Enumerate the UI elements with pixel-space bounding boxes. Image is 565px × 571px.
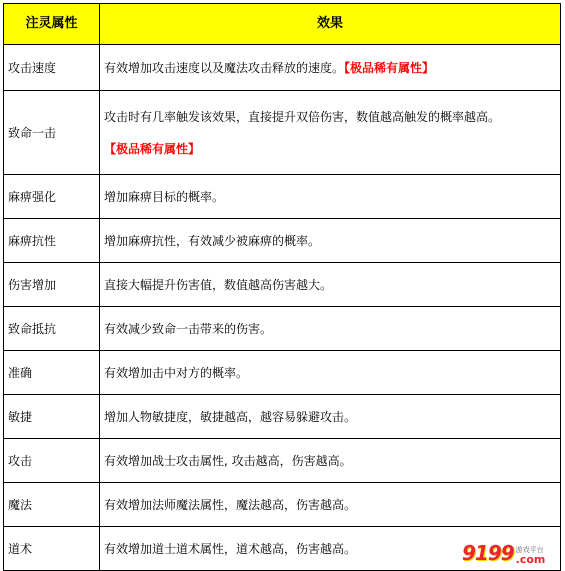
table-row (4, 307, 561, 351)
header-effect: 效果 (100, 4, 561, 45)
header-attribute: 注灵属性 (4, 4, 100, 45)
attribute-name: 麻痹强化 (4, 175, 100, 219)
table-row (4, 351, 561, 395)
attribute-name: 麻痹抗性 (4, 219, 100, 263)
attribute-effect: 有效减少致命一击带来的伤害。 (100, 307, 561, 351)
attribute-effect: 增加人物敏捷度，敏捷越高，越容易躲避攻击。 (100, 395, 561, 439)
attribute-effect (100, 45, 561, 91)
attribute-name: 攻击速度 (4, 45, 100, 91)
attribute-effect: 有效增加法师魔法属性，魔法越高，伤害越高。 (100, 483, 561, 527)
attribute-name: 伤害增加 (4, 263, 100, 307)
table-row (4, 439, 561, 483)
attribute-name: 准确 (4, 351, 100, 395)
table-row (4, 91, 561, 175)
table-row (4, 483, 561, 527)
attribute-name: 敏捷 (4, 395, 100, 439)
attribute-effect: 增加麻痹抗性，有效减少被麻痹的概率。 (100, 219, 561, 263)
table-row (4, 219, 561, 263)
logo-side (516, 546, 546, 564)
attribute-effect: 有效增加战士攻击属性, 攻击越高，伤害越高。 (100, 439, 561, 483)
site-logo (462, 538, 557, 564)
rare-badge: 【极品稀有属性】 (104, 141, 201, 156)
table-row (4, 263, 561, 307)
rare-badge: 【极品稀有属性】 (344, 60, 435, 75)
table-header-row (4, 4, 561, 45)
attribute-name: 致命抵抗 (4, 307, 100, 351)
attribute-name: 致命一击 (4, 91, 100, 175)
effect-text: 有效增加攻击速度以及魔法攻击释放的速度。 (104, 60, 345, 75)
table-row (4, 175, 561, 219)
attribute-effect: 直接大幅提升伤害值，数值越高伤害越大。 (100, 263, 561, 307)
logo-tagline: 游戏平台 (515, 546, 544, 554)
table-row (4, 395, 561, 439)
attribute-effect: 有效增加道士道术属性，道术越高，伤害越高。 (100, 527, 561, 571)
attribute-effect: 有效增加击中对方的概率。 (100, 351, 561, 395)
attribute-name: 攻击 (4, 439, 100, 483)
logo-digits: 9199 (462, 541, 514, 565)
attribute-table (3, 3, 561, 571)
effect-text: 攻击时有几率触发该效果，直接提升双倍伤害，数值越高触发的概率越高。 (104, 109, 501, 124)
table-row (4, 45, 561, 91)
attribute-effect: 增加麻痹目标的概率。 (100, 175, 561, 219)
logo-domain: .com (515, 553, 546, 566)
attribute-effect (100, 91, 561, 175)
attribute-name: 魔法 (4, 483, 100, 527)
attribute-name: 道术 (4, 527, 100, 571)
